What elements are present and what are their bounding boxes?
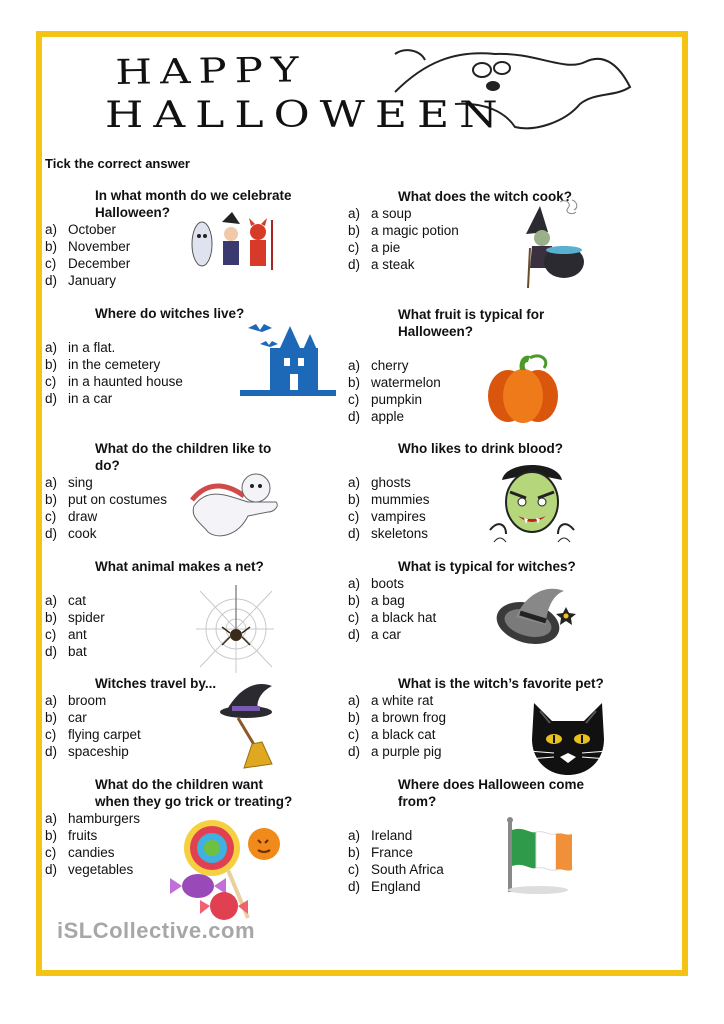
page-title — [95, 42, 640, 142]
answer-option[interactable]: b) France — [348, 845, 414, 860]
answer-option[interactable]: c) ant — [45, 627, 87, 642]
answer-option[interactable]: a) October — [45, 222, 117, 237]
question-text: In what month do we celebrate Halloween? — [95, 188, 292, 220]
answer-option[interactable]: d) skeletons — [348, 526, 429, 541]
answer-option[interactable]: b) a bag — [348, 593, 405, 608]
answer-option[interactable]: c) a black hat — [348, 610, 437, 625]
answer-option[interactable]: c) pumpkin — [348, 392, 423, 407]
answer-option[interactable]: d) apple — [348, 409, 405, 424]
instructions: Tick the correct answer — [45, 156, 190, 171]
haunted-house-icon — [240, 318, 336, 396]
answer-option[interactable]: c) a black cat — [348, 727, 436, 742]
costumed-kids-icon — [188, 212, 276, 274]
question-block — [45, 675, 325, 760]
answer-option[interactable]: b) mummies — [348, 492, 430, 507]
answer-option[interactable]: a) cherry — [348, 358, 409, 373]
answer-option[interactable]: a) a soup — [348, 206, 412, 221]
answer-option[interactable]: c) South Africa — [348, 862, 444, 877]
question-text: What fruit is typical for Halloween? — [398, 307, 545, 339]
answer-option[interactable]: a) a white rat — [348, 693, 434, 708]
answer-option[interactable]: b) car — [45, 710, 87, 725]
answer-option[interactable]: d) bat — [45, 644, 87, 659]
question-text: Who likes to drink blood? — [398, 441, 563, 456]
answer-option[interactable]: a) hamburgers — [45, 811, 141, 826]
answer-option[interactable]: d) January — [45, 273, 117, 288]
answer-option[interactable]: a) sing — [45, 475, 93, 490]
answer-option[interactable]: a) boots — [348, 576, 405, 591]
question-block — [45, 558, 325, 660]
question-block — [348, 558, 628, 643]
question-text: What do the children like to do? — [95, 441, 272, 473]
question-text: What is typical for witches? — [398, 559, 576, 574]
answer-option[interactable]: a) in a flat. — [45, 340, 116, 355]
title-line-2: HALLOWEEN — [105, 94, 508, 136]
answer-option[interactable]: b) put on costumes — [45, 492, 168, 507]
answer-option[interactable]: c) in a haunted house — [45, 374, 183, 389]
answer-option[interactable]: b) a magic potion — [348, 223, 459, 238]
answer-option[interactable]: d) in a car — [45, 391, 113, 406]
answer-option[interactable]: d) a car — [348, 627, 402, 642]
witch-cauldron-icon — [520, 198, 590, 290]
question-text: What animal makes a net? — [95, 559, 264, 574]
answer-option[interactable]: c) draw — [45, 509, 98, 524]
pumpkin-icon — [484, 352, 562, 424]
answer-option[interactable]: c) candies — [45, 845, 115, 860]
question-text: Witches travel by... — [95, 676, 217, 691]
question-text: What does the witch cook? — [398, 189, 573, 204]
witch-hat-icon — [494, 577, 578, 651]
answer-option[interactable]: b) fruits — [45, 828, 98, 843]
question-block — [348, 776, 628, 895]
answer-option[interactable]: b) a brown frog — [348, 710, 447, 725]
answer-option[interactable]: a) Ireland — [348, 828, 413, 843]
answer-option[interactable]: a) broom — [45, 693, 107, 708]
question-block — [45, 440, 325, 542]
answer-option[interactable]: b) spider — [45, 610, 105, 625]
answer-option[interactable]: c) vampires — [348, 509, 426, 524]
answer-option[interactable]: d) vegetables — [45, 862, 134, 877]
answer-option[interactable]: d) cook — [45, 526, 97, 541]
question-text: Where do witches live? — [95, 306, 245, 321]
black-cat-icon — [526, 695, 610, 779]
answer-option[interactable]: d) England — [348, 879, 421, 894]
brand-watermark: iSLCollective.com — [57, 918, 256, 943]
answer-option[interactable]: d) a steak — [348, 257, 415, 272]
vampire-icon — [486, 460, 578, 546]
question-text: Where does Halloween come from? — [398, 777, 585, 809]
flying-ghost-icon — [188, 466, 280, 542]
answer-option[interactable]: c) a pie — [348, 240, 401, 255]
answer-option[interactable]: c) December — [45, 256, 131, 271]
answer-option[interactable]: a) ghosts — [348, 475, 411, 490]
title-line-1: HAPPY — [115, 49, 308, 93]
answer-option[interactable]: d) a purple pig — [348, 744, 442, 759]
irish-flag-icon — [500, 816, 576, 896]
question-text: What do the children want when they go trick or treating? — [95, 777, 293, 809]
answer-option[interactable]: c) flying carpet — [45, 727, 141, 742]
candies-icon — [168, 818, 286, 924]
question-text: What is the witch’s favorite pet? — [398, 676, 604, 691]
answer-option[interactable]: b) watermelon — [348, 375, 441, 390]
answer-option[interactable]: a) cat — [45, 593, 87, 608]
answer-option[interactable]: b) in the cemetery — [45, 357, 161, 372]
witch-hat-broom-icon — [216, 678, 282, 770]
answer-option[interactable]: d) spaceship — [45, 744, 129, 759]
spider-web-icon — [196, 585, 274, 673]
question-block — [45, 187, 325, 289]
answer-option[interactable]: b) November — [45, 239, 131, 254]
